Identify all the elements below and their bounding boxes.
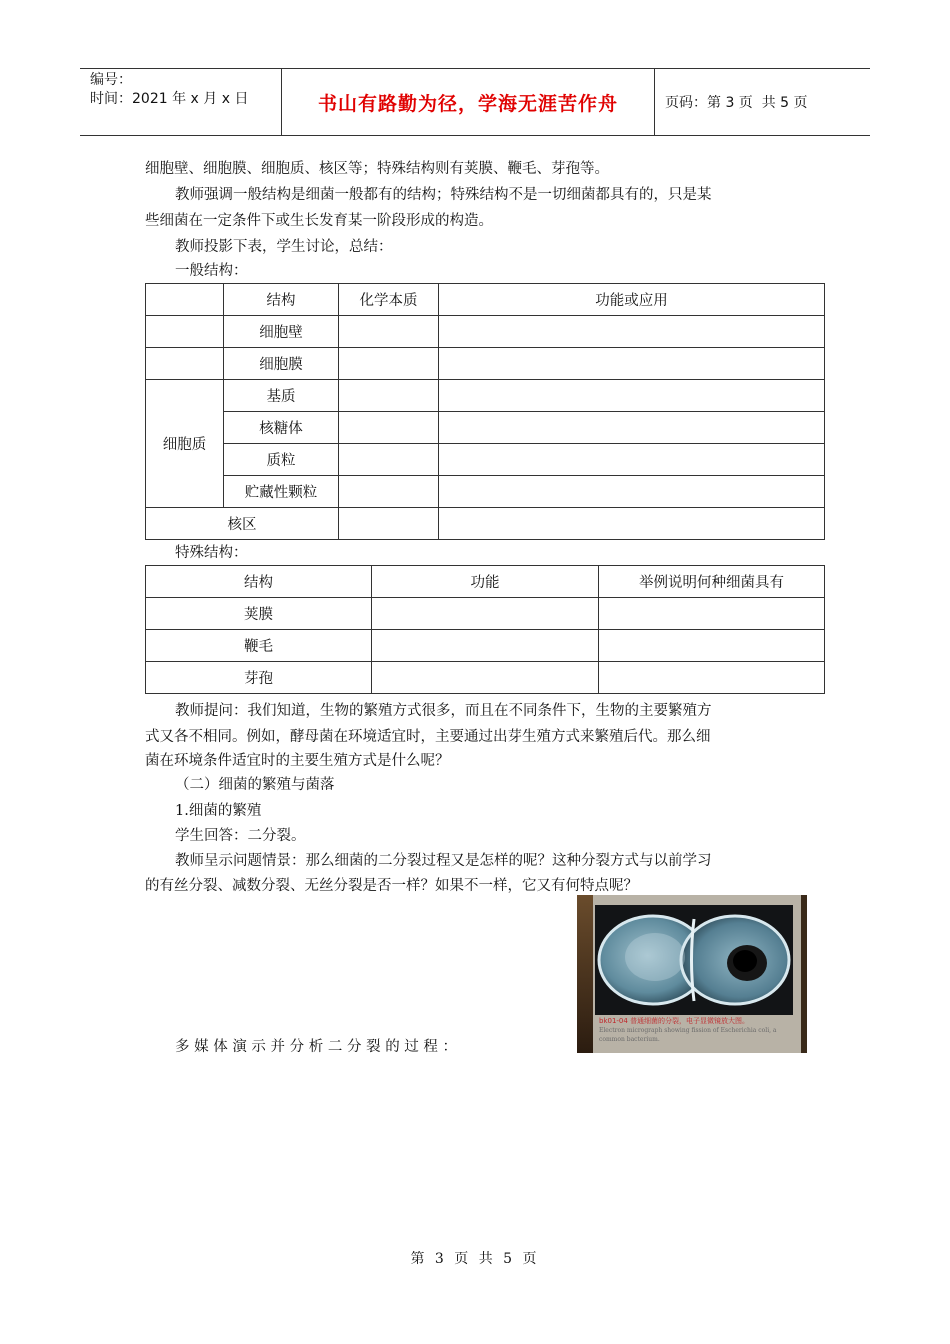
page-footer: 第 3 页 共 5 页	[410, 1251, 540, 1267]
table-header: 结构	[146, 566, 372, 598]
table-header: 化学本质	[339, 284, 439, 316]
table-group-cell: 细胞质	[146, 380, 224, 508]
table-cell: 贮藏性颗粒	[224, 476, 339, 508]
figure-caption-cn: bk01-04 普通细菌的分裂，电子显微镜放大图。	[599, 1017, 750, 1025]
serial-label: 编号：	[90, 72, 132, 88]
table-cell	[599, 662, 825, 694]
table-cell	[339, 508, 439, 540]
table-row	[146, 508, 825, 540]
paragraph-teacher-emphasis-1: 教师强调一般结构是细菌一般都有的结构；特殊结构不是一切细菌都具有的，只是某	[175, 187, 712, 203]
table-cell	[439, 476, 825, 508]
header-motto: 书山有路勤为径，学海无涯苦作舟	[282, 69, 655, 135]
paragraph-projection: 教师投影下表，学生讨论，总结：	[175, 239, 393, 255]
subsection-heading: 1.细菌的繁殖	[175, 803, 262, 819]
micrograph-image	[595, 905, 793, 1015]
table-cell	[439, 444, 825, 476]
table-header: 功能	[372, 566, 599, 598]
table-row	[146, 348, 825, 380]
paragraph-problem-1: 教师呈示问题情景：那么细菌的二分裂过程又是怎样的呢？这种分裂方式与以前学习	[175, 853, 712, 869]
table-cell	[599, 630, 825, 662]
table-cell	[439, 508, 825, 540]
general-structure-table	[145, 283, 825, 540]
table-header: 功能或应用	[439, 284, 825, 316]
table-cell: 荚膜	[146, 598, 372, 630]
page-header	[80, 68, 870, 136]
table-cell	[339, 412, 439, 444]
paragraph-teacher-emphasis-2: 些细菌在一定条件下或生长发育某一阶段形成的构造。	[145, 213, 493, 229]
paragraph-student-answer: 学生回答：二分裂。	[175, 828, 306, 844]
table-header-row	[146, 566, 825, 598]
label-special-structure: 特殊结构：	[175, 545, 248, 561]
paragraph-multimedia: 多 媒 体 演 示 并 分 析 二 分 裂 的 过 程 ：	[175, 1039, 458, 1055]
table-row	[146, 630, 825, 662]
table-row	[146, 662, 825, 694]
table-row	[146, 412, 825, 444]
paragraph-question-3: 菌在环境条件适宜时的主要生殖方式是什么呢？	[145, 753, 450, 769]
bacteria-fission-micrograph	[577, 895, 807, 1053]
section-heading: （二）细菌的繁殖与菌落	[175, 777, 335, 793]
table-cell	[339, 348, 439, 380]
table-row	[146, 316, 825, 348]
dividing-cell-image	[595, 905, 793, 1015]
table-cell	[439, 380, 825, 412]
figure-edge	[801, 895, 807, 1053]
table-cell	[372, 630, 599, 662]
table-cell	[372, 598, 599, 630]
table-row	[146, 444, 825, 476]
table-cell	[439, 348, 825, 380]
table-cell	[439, 412, 825, 444]
table-cell	[339, 316, 439, 348]
date-label: 时间：2021 年 x 月 x 日	[90, 91, 249, 107]
paragraph-structures: 细胞壁、细胞膜、细胞质、核区等；特殊结构则有荚膜、鞭毛、芽孢等。	[145, 161, 609, 177]
table-cell: 基质	[224, 380, 339, 412]
special-structure-table	[145, 565, 825, 694]
figure-edge	[577, 895, 593, 1053]
paragraph-problem-2: 的有丝分裂、减数分裂、无丝分裂是否一样？如果不一样，它又有何特点呢？	[145, 878, 638, 894]
paragraph-question-1: 教师提问：我们知道，生物的繁殖方式很多，而且在不同条件下，生物的主要繁殖方	[175, 703, 712, 719]
table-cell: 细胞膜	[224, 348, 339, 380]
table-cell	[146, 316, 224, 348]
table-cell	[599, 598, 825, 630]
label-general-structure: 一般结构：	[175, 263, 248, 279]
table-header: 结构	[224, 284, 339, 316]
table-cell	[339, 380, 439, 412]
header-meta	[80, 69, 282, 135]
table-cell: 芽孢	[146, 662, 372, 694]
table-cell: 核区	[146, 508, 339, 540]
table-cell	[372, 662, 599, 694]
table-cell	[439, 316, 825, 348]
table-header: 举例说明何种细菌具有	[599, 566, 825, 598]
table-row	[146, 380, 825, 412]
table-cell	[146, 348, 224, 380]
table-row	[146, 476, 825, 508]
header-page-info: 页码：第 3 页 共 5 页	[665, 95, 808, 111]
table-cell: 细胞壁	[224, 316, 339, 348]
table-cell	[146, 284, 224, 316]
table-cell	[339, 444, 439, 476]
paragraph-question-2: 式又各不相同。例如，酵母菌在环境适宜时，主要通过出芽生殖方式来繁殖后代。那么细	[145, 729, 711, 745]
figure-caption-en: Electron micrograph showing fission of Escherichia coli, a common bacterium.	[599, 1027, 777, 1043]
table-cell: 鞭毛	[146, 630, 372, 662]
table-row	[146, 598, 825, 630]
table-cell: 核糖体	[224, 412, 339, 444]
table-cell: 质粒	[224, 444, 339, 476]
table-cell	[339, 476, 439, 508]
table-header-row	[146, 284, 825, 316]
